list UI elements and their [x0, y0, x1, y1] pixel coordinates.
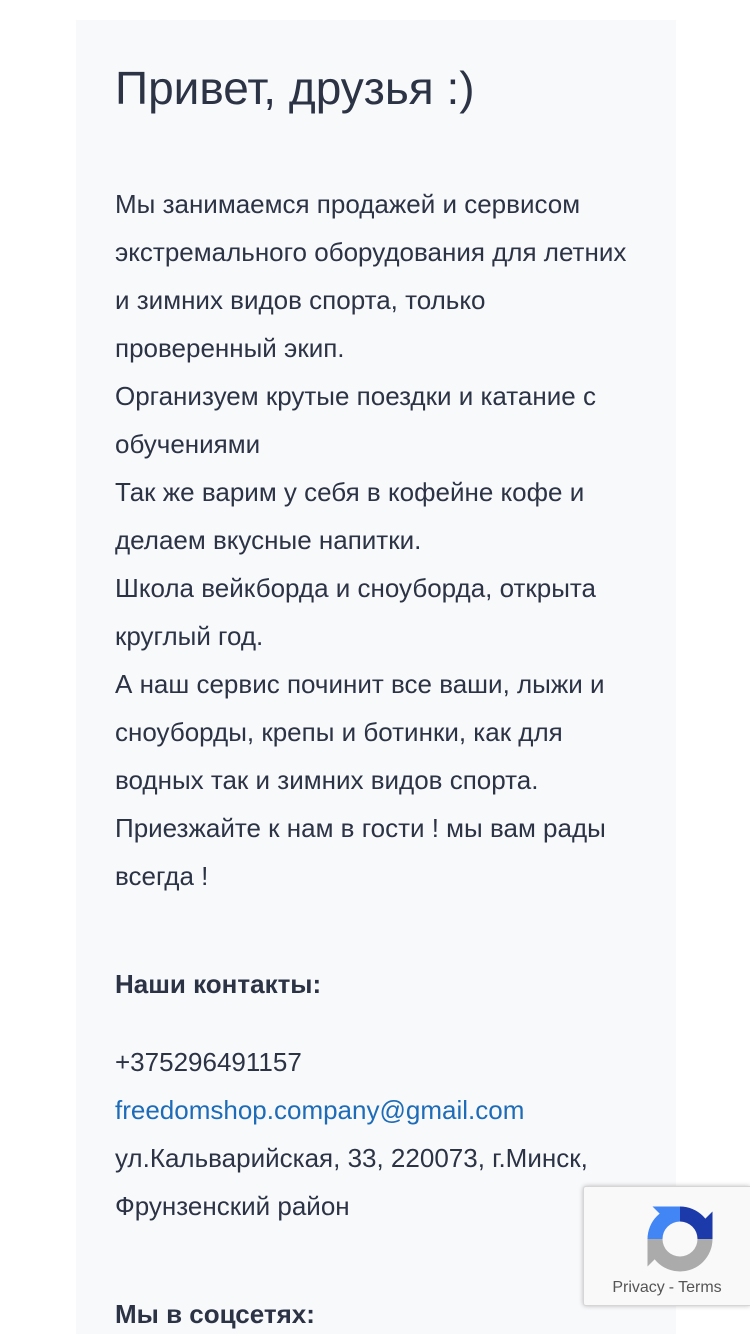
terms-link[interactable]: Terms [678, 1279, 722, 1296]
address-district: Фрунзенский район [115, 1191, 350, 1221]
phone-number: +375296491157 [115, 1047, 302, 1077]
about-paragraph: Организуем крутые поездки и катание с обучениями [115, 381, 596, 459]
email-link[interactable]: freedomshop.company@gmail.com [115, 1095, 525, 1125]
social-heading: Мы в соцсетях: [115, 1299, 315, 1329]
about-paragraph: Школа вейкборда и сноуборда, открыта круглый год. [115, 573, 597, 651]
page-title: Привет, друзья :) [115, 62, 475, 114]
about-paragraph: Так же варим у себя в кофейне кофе и делаем вкусные напитки. [115, 477, 585, 555]
recaptcha-icon [640, 1199, 720, 1279]
about-text [115, 180, 645, 900]
address-line: ул.Кальварийская, 33, 220073, г.Минск, [115, 1143, 588, 1173]
contacts-heading: Наши контакты: [115, 969, 322, 999]
links-separator: - [668, 1279, 675, 1296]
about-paragraph: А наш сервис починит все ваши, лыжи и сноуборды, крепы и ботинки, как для водных так и зимних видов спорта. [115, 669, 605, 795]
recaptcha-links [584, 1279, 750, 1297]
privacy-link[interactable]: Privacy [612, 1279, 665, 1296]
content-card [76, 20, 676, 1334]
contacts-block [115, 1038, 655, 1230]
recaptcha-badge[interactable] [583, 1186, 750, 1306]
about-paragraph: Мы занимаемся продажей и сервисом экстремального оборудования для летних и зимних видов спорта, только проверенный экип. [115, 189, 627, 363]
about-paragraph: Приезжайте к нам в гости ! мы вам рады всегда ! [115, 813, 606, 891]
